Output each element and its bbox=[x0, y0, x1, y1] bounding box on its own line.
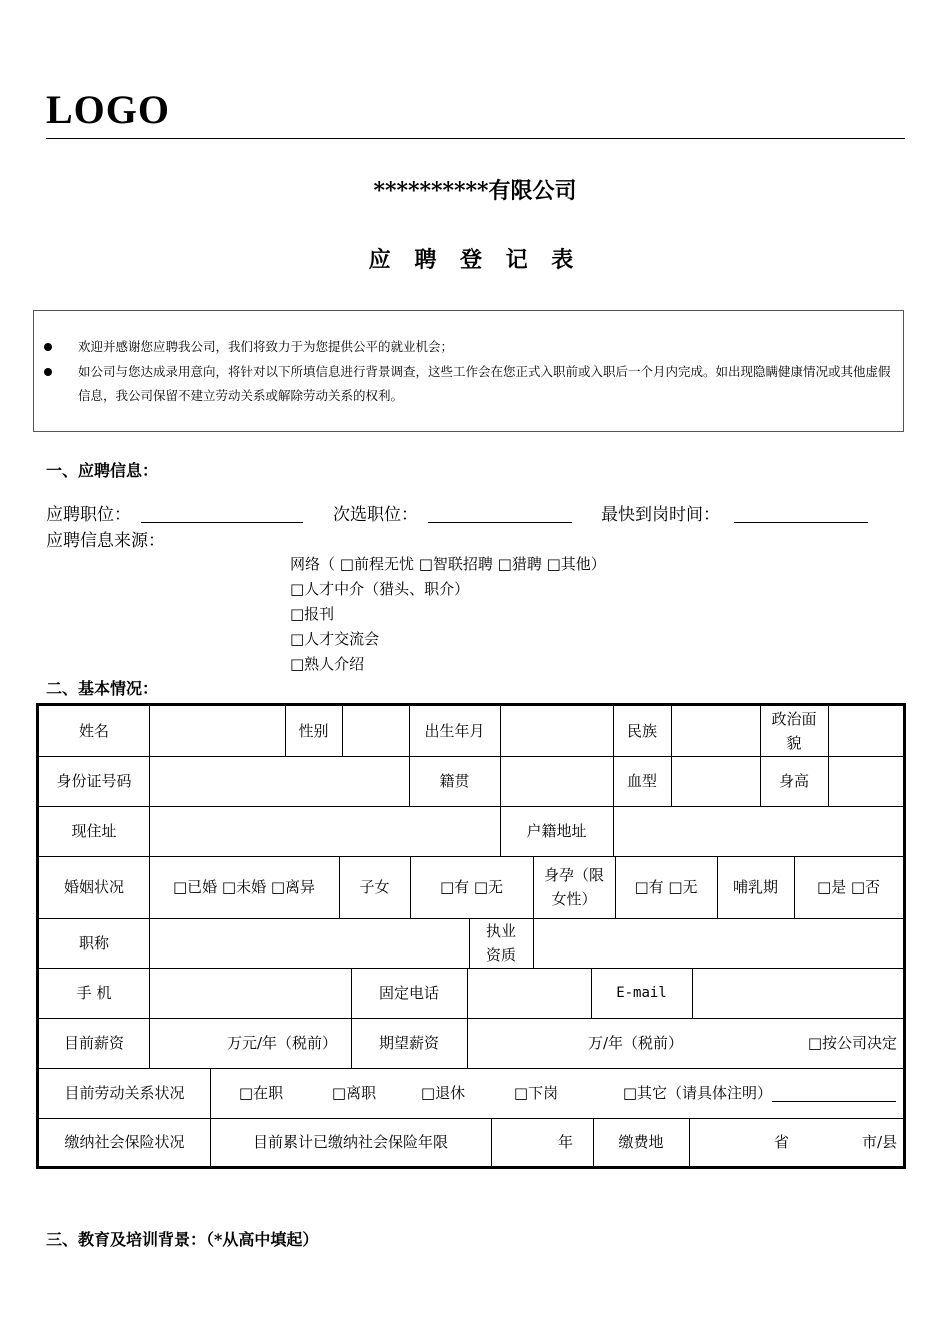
source-label: 应聘信息来源： bbox=[46, 531, 165, 551]
notice-box: 欢迎并感谢您应聘我公司，我们将致力于为您提供公平的就业机会； 如公司与您达成录用意向，将针对以下所填信息进行背景调查，这些工作会在您正式入职前或入职后一个月内完成。如出现隐瞒健康情况或其他虚假信息，我公司保留不建立劳动关系或解除劳动关系的权利。 bbox=[33, 310, 904, 432]
id-number-label: 身份证号码 bbox=[56, 772, 132, 790]
mobile-field[interactable] bbox=[149, 968, 351, 1018]
landline-field[interactable] bbox=[467, 968, 591, 1018]
lactation-options[interactable]: □是 □否 bbox=[816, 878, 881, 896]
native-place-label: 籍贯 bbox=[439, 772, 470, 790]
source-option-job-fair[interactable]: □人才交流会 bbox=[290, 630, 380, 648]
native-place-field[interactable] bbox=[500, 756, 613, 806]
name-label: 姓名 bbox=[78, 722, 109, 740]
labor-other-input[interactable] bbox=[772, 1101, 896, 1102]
children-options[interactable]: □有 □无 bbox=[439, 878, 504, 896]
birth-label: 出生年月 bbox=[424, 722, 485, 740]
alt-position-input[interactable] bbox=[428, 522, 572, 523]
labor-option-employed[interactable]: □在职 bbox=[238, 1084, 284, 1102]
blood-type-field[interactable] bbox=[671, 756, 760, 806]
table-row bbox=[39, 918, 903, 969]
table-row bbox=[39, 968, 903, 1019]
form-title: 应 聘 登 记 表 bbox=[368, 247, 582, 273]
position-label: 应聘职位： bbox=[46, 505, 131, 525]
bullet-icon bbox=[44, 368, 52, 376]
expected-salary-field[interactable]: 万/年（税前） bbox=[587, 1034, 683, 1052]
table-row bbox=[39, 806, 903, 857]
email-field[interactable] bbox=[692, 968, 903, 1018]
source-option-agency[interactable]: □人才中介（猎头、职介） bbox=[290, 580, 470, 598]
mobile-label: 手 机 bbox=[76, 984, 112, 1002]
company-name: **********有限公司 bbox=[373, 178, 577, 204]
start-time-input[interactable] bbox=[734, 522, 868, 523]
table-row bbox=[39, 1018, 903, 1069]
company-decide-checkbox[interactable]: □按公司决定 bbox=[807, 1034, 897, 1052]
payment-place-label: 缴费地 bbox=[618, 1133, 664, 1151]
source-option-network[interactable]: 网络（ □前程无忧 □智联招聘 □猎聘 □其他） bbox=[290, 555, 606, 573]
table-row bbox=[39, 706, 903, 757]
table-row bbox=[39, 856, 903, 919]
hukou-address-field[interactable] bbox=[613, 806, 903, 856]
labor-status-label: 目前劳动关系状况 bbox=[64, 1084, 185, 1102]
gender-label: 性别 bbox=[298, 722, 329, 740]
blood-type-label: 血型 bbox=[626, 772, 657, 790]
current-address-field[interactable] bbox=[149, 806, 500, 856]
bullet-icon bbox=[44, 343, 52, 351]
children-label: 子女 bbox=[359, 878, 390, 896]
name-field[interactable] bbox=[149, 706, 285, 756]
city-field[interactable]: 市/县 bbox=[861, 1133, 897, 1151]
political-label: 政治面貌 bbox=[771, 710, 817, 752]
height-label: 身高 bbox=[778, 772, 809, 790]
height-field[interactable] bbox=[828, 756, 903, 806]
hukou-address-label: 户籍地址 bbox=[526, 822, 587, 840]
logo: LOGO bbox=[46, 87, 171, 132]
labor-option-retired[interactable]: □退休 bbox=[420, 1084, 466, 1102]
header-divider bbox=[46, 138, 905, 139]
position-input[interactable] bbox=[141, 522, 303, 523]
pregnancy-options[interactable]: □有 □无 bbox=[634, 878, 698, 896]
labor-option-other[interactable]: □其它（请具体注明） bbox=[622, 1084, 772, 1102]
section-title-application: 一、应聘信息： bbox=[46, 461, 159, 480]
title-rank-label: 职称 bbox=[78, 934, 109, 952]
gender-field[interactable] bbox=[342, 706, 409, 756]
current-salary-label: 目前薪资 bbox=[63, 1034, 124, 1052]
qualification-field[interactable] bbox=[533, 918, 903, 968]
expected-salary-label: 期望薪资 bbox=[378, 1034, 439, 1052]
insurance-years-field[interactable]: 年 bbox=[557, 1133, 573, 1151]
section-title-basic: 二、基本情况： bbox=[46, 679, 159, 698]
labor-option-resigned[interactable]: □离职 bbox=[331, 1084, 377, 1102]
lactation-label: 哺乳期 bbox=[732, 878, 778, 896]
marital-options[interactable]: □已婚 □未婚 □离异 bbox=[172, 878, 316, 896]
labor-option-laid-off[interactable]: □下岗 bbox=[513, 1084, 559, 1102]
source-option-newspaper[interactable]: □报刊 bbox=[290, 605, 335, 623]
ethnicity-label: 民族 bbox=[626, 722, 657, 740]
political-field[interactable] bbox=[828, 706, 903, 756]
basic-info-table bbox=[36, 703, 906, 1169]
marital-label: 婚姻状况 bbox=[63, 878, 124, 896]
table-row bbox=[39, 756, 903, 807]
section-title-education: 三、教育及培训背景：（*从高中填起） bbox=[46, 1230, 319, 1249]
birth-field[interactable] bbox=[500, 706, 613, 756]
alt-position-label: 次选职位： bbox=[333, 505, 418, 525]
source-option-referral[interactable]: □熟人介绍 bbox=[290, 655, 365, 673]
qualification-label: 执业资质 bbox=[485, 922, 516, 964]
current-address-label: 现住址 bbox=[71, 822, 117, 840]
table-row bbox=[39, 1068, 903, 1119]
table-row bbox=[39, 1118, 903, 1166]
ethnicity-field[interactable] bbox=[671, 706, 760, 756]
pregnancy-label: 身孕（限女性） bbox=[543, 866, 604, 908]
landline-label: 固定电话 bbox=[378, 984, 439, 1002]
start-time-label: 最快到岗时间： bbox=[601, 505, 720, 525]
title-rank-field[interactable] bbox=[149, 918, 469, 968]
id-number-field[interactable] bbox=[149, 756, 409, 806]
insurance-years-label: 目前累计已缴纳社会保险年限 bbox=[252, 1133, 448, 1151]
current-salary-field[interactable]: 万元/年（税前） bbox=[226, 1034, 337, 1052]
email-label: E-mail bbox=[616, 985, 667, 1001]
province-field[interactable]: 省 bbox=[773, 1133, 789, 1151]
social-insurance-label: 缴纳社会保险状况 bbox=[64, 1133, 185, 1151]
